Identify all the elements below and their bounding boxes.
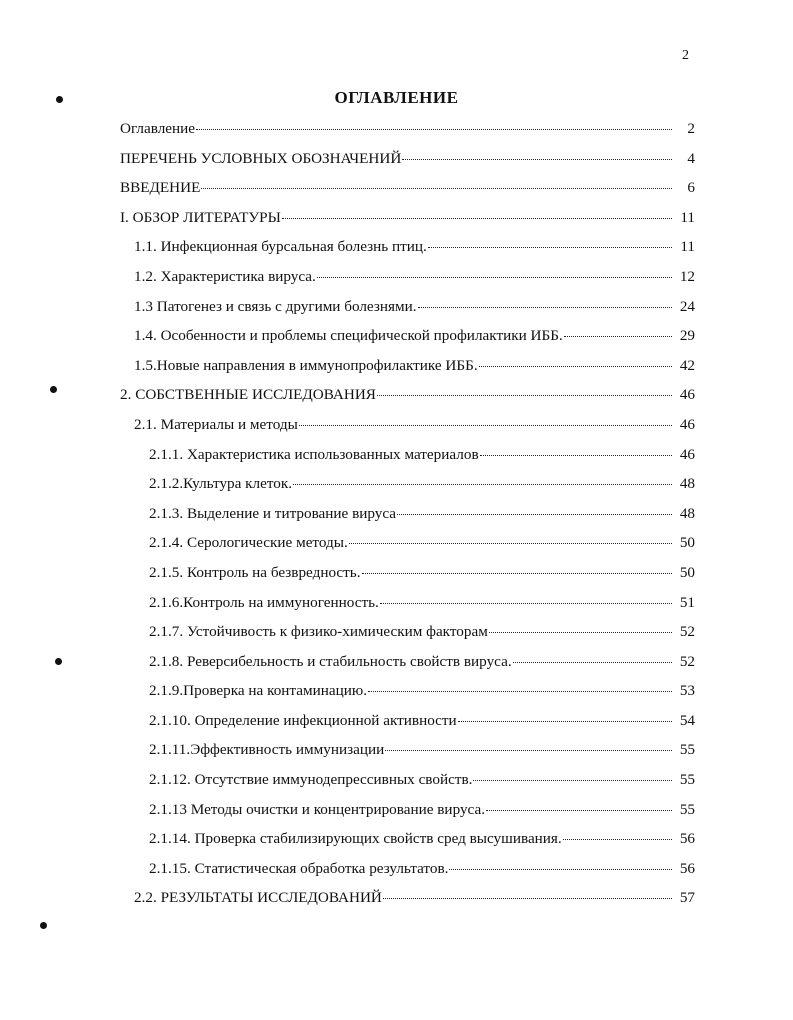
toc-entry [120,179,695,209]
toc-entry [120,298,695,328]
punch-hole-mark [40,922,47,929]
toc-entry [120,889,695,919]
toc-dot-leader [563,839,672,840]
toc-dot-leader [397,514,672,515]
toc-entry-title: 2.1.1. Характеристика использованных материалов [149,445,479,463]
toc-entry-title: 2.1.5. Контроль на безвредность. [149,563,361,581]
toc-entry-page: 46 [679,386,695,404]
table-of-contents [120,120,695,919]
toc-entry [120,801,695,831]
toc-entry-page: 55 [679,741,695,759]
toc-entry [120,712,695,742]
toc-entry [120,150,695,180]
toc-entry-title: I. ОБЗОР ЛИТЕРАТУРЫ [120,208,281,226]
toc-dot-leader [458,721,672,722]
toc-entry-page: 12 [679,267,695,285]
toc-entry-title: 2.1.6.Контроль на иммуногенность. [149,593,379,611]
toc-entry-title: 2.1.8. Реверсибельность и стабильность свойств вируса. [149,652,512,670]
toc-dot-leader [368,691,672,692]
toc-entry [120,653,695,683]
toc-dot-leader [402,159,672,160]
punch-hole-mark [55,658,62,665]
toc-entry [120,120,695,150]
toc-dot-leader [428,247,672,248]
toc-dot-leader [349,543,672,544]
toc-entry-page: 46 [679,415,695,433]
toc-entry [120,594,695,624]
toc-entry-title: 1.3 Патогенез и связь с другими болезнями. [134,297,417,315]
toc-entry-title: 1.5.Новые направления в иммунопрофилактике ИББ. [134,356,478,374]
toc-dot-leader [282,218,672,219]
toc-entry-title: 2.1.2.Культура клеток. [149,475,293,493]
toc-entry-page: 55 [679,800,695,818]
toc-entry-title: 2. СОБСТВЕННЫЕ ИССЛЕДОВАНИЯ [120,386,376,404]
toc-entry-title: ПЕРЕЧЕНЬ УСЛОВНЫХ ОБОЗНАЧЕНИЙ [120,149,402,167]
toc-entry-title: ВВЕДЕНИЕ [120,179,201,197]
toc-entry [120,860,695,890]
toc-dot-leader [489,632,672,633]
toc-dot-leader [299,425,672,426]
punch-hole-mark [50,386,57,393]
toc-dot-leader [196,129,672,130]
toc-entry-page: 4 [687,149,695,167]
toc-entry [120,564,695,594]
toc-entry-title: 2.1.11.Эффективность иммунизации [149,741,385,759]
toc-entry [120,505,695,535]
toc-entry-page: 24 [679,297,695,315]
toc-entry [120,534,695,564]
toc-entry [120,327,695,357]
toc-entry-page: 51 [679,593,695,611]
toc-entry-title: 1.1. Инфекционная бурсальная болезнь птиц. [134,238,427,256]
toc-entry-title: 2.1.12. Отсутствие иммунодепрессивных свойств. [149,771,473,789]
toc-entry [120,386,695,416]
toc-dot-leader [377,395,672,396]
toc-entry [120,446,695,476]
toc-entry-page: 29 [679,327,695,345]
toc-entry-title: 2.1.7. Устойчивость к физико-химическим факторам [149,623,488,641]
toc-dot-leader [362,573,672,574]
toc-dot-leader [385,750,672,751]
toc-entry-page: 42 [679,356,695,374]
toc-entry-page: 11 [680,208,695,226]
toc-entry-page: 2 [687,120,695,137]
toc-entry-title: 2.2. РЕЗУЛЬТАТЫ ИССЛЕДОВАНИЙ [134,889,382,907]
toc-dot-leader [513,662,672,663]
toc-entry-page: 57 [679,889,695,907]
toc-entry [120,357,695,387]
toc-entry [120,741,695,771]
toc-dot-leader [380,603,672,604]
toc-dot-leader [473,780,672,781]
toc-entry-title: 1.2. Характеристика вируса. [134,267,316,285]
toc-entry [120,771,695,801]
toc-entry-title: 2.1.13 Методы очистки и концентрирование вируса. [149,800,486,818]
toc-entry-page: 54 [679,711,695,729]
toc-dot-leader [383,898,672,899]
toc-dot-leader [293,484,672,485]
toc-dot-leader [479,366,672,367]
toc-entry-title: 1.4. Особенности и проблемы специфической профилактики ИББ. [134,327,563,345]
toc-entry [120,416,695,446]
toc-entry-page: 52 [679,652,695,670]
toc-entry-title: 2.1.4. Серологические методы. [149,534,348,552]
toc-entry-page: 48 [679,504,695,522]
toc-dot-leader [564,336,672,337]
toc-entry-page: 46 [679,445,695,463]
toc-entry-page: 56 [679,859,695,877]
toc-entry [120,623,695,653]
page-number: 2 [682,48,689,63]
toc-entry-page: 11 [680,238,695,256]
toc-entry-title: Оглавление [120,120,196,137]
toc-entry-page: 6 [687,179,695,197]
toc-entry [120,209,695,239]
toc-entry [120,475,695,505]
toc-entry-page: 52 [679,623,695,641]
toc-entry-title: 2.1.15. Статистическая обработка результатов. [149,859,449,877]
toc-dot-leader [418,307,672,308]
toc-entry-title: 2.1.9.Проверка на контаминацию. [149,682,367,700]
toc-dot-leader [449,869,672,870]
toc-entry-title: 2.1.10. Определение инфекционной активности [149,711,457,729]
toc-dot-leader [317,277,672,278]
toc-dot-leader [201,188,672,189]
toc-entry [120,238,695,268]
toc-dot-leader [480,455,672,456]
toc-entry-page: 50 [679,534,695,552]
toc-entry-title: 2.1.3. Выделение и титрование вируса [149,504,397,522]
toc-entry [120,268,695,298]
toc-entry-page: 53 [679,682,695,700]
toc-entry-page: 48 [679,475,695,493]
toc-entry [120,830,695,860]
toc-entry [120,682,695,712]
toc-entry-page: 50 [679,563,695,581]
toc-entry-page: 55 [679,771,695,789]
toc-entry-page: 56 [679,830,695,848]
page-title: ОГЛАВЛЕНИЕ [334,88,459,107]
toc-dot-leader [486,810,672,811]
toc-entry-title: 2.1.14. Проверка стабилизирующих свойств сред высушивания. [149,830,562,848]
toc-entry-title: 2.1. Материалы и методы [134,415,298,433]
